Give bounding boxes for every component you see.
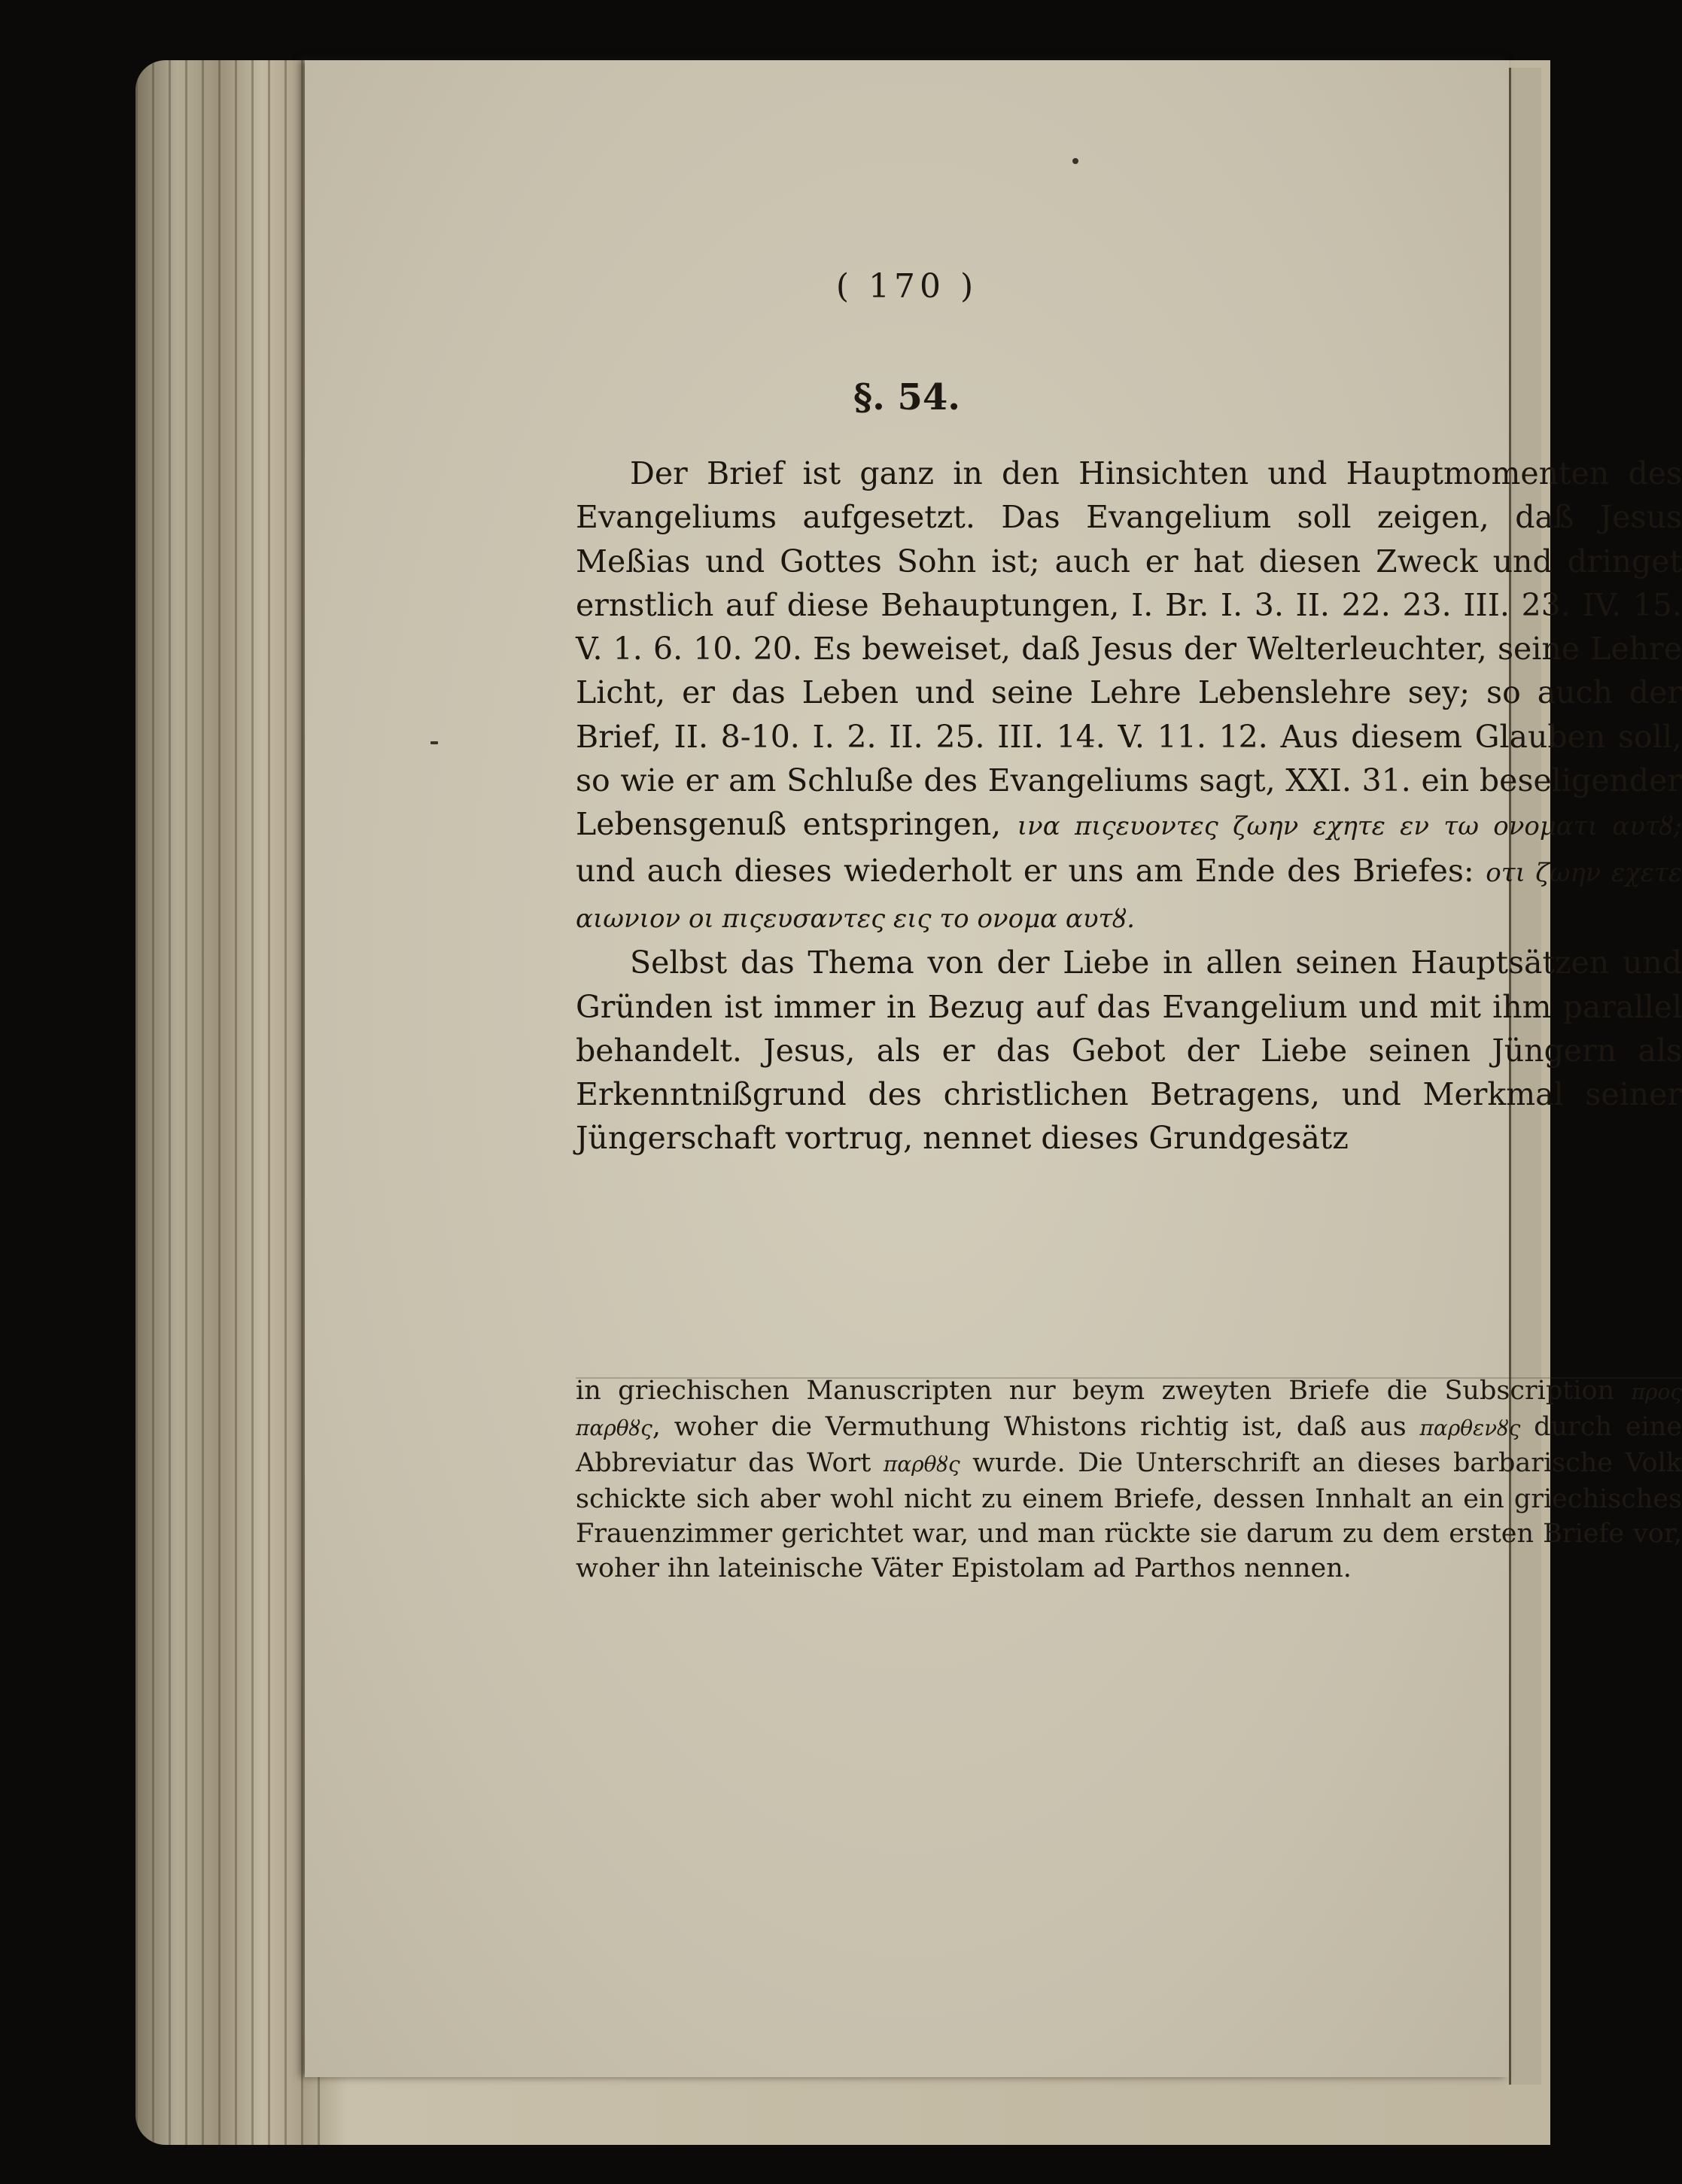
- footnote: [576, 1373, 1682, 1586]
- section-heading: §. 54.: [853, 376, 961, 418]
- text-run: und auch dieses wiederholt er uns am Ende des Briefes:: [576, 852, 1486, 889]
- text-run: , woher die Vermuthung Whistons richtig ist, daß aus: [652, 1412, 1420, 1442]
- greek-quote: οτι ζωην εχετε αιωνιον οι πιςευσαντες εις το ονομα αυτȣ.: [576, 857, 1682, 934]
- text-run: wurde. Die Unterschrift an dieses barbarische Volk schickte sich aber wohl nicht zu einem Briefe, dessen Innhalt an ein griechisches Frauenzimmer gerichtet war, und man rückte sie darum zu dem ersten Briefe vor, woher ihn lateinische Väter Epistolam ad Parthos nennen.: [576, 1448, 1682, 1583]
- paragraph-2: Selbst das Thema von der Liebe in allen seinen Hauptsätzen und Gründen ist immer in Bezug auf das Evangelium und mit ihm parallel behandelt. Jesus, als er das Gebot der Liebe seinen Jüngern als Erkenntnißgrund des christlichen Betragens, und Merkmal seiner Jüngerschaft vortrug, nennet dieses Grundgesätz: [576, 944, 1682, 1157]
- text-run: durch eine Abbreviatur das Wort: [576, 1412, 1682, 1478]
- greek-quote: ινα πιςευοντες ζωην εχητε εν τω ονοματι αυτȣ;: [1017, 811, 1682, 842]
- greek-quote: προς παρθȣς: [576, 1379, 1682, 1440]
- text-run: in griechischen Manuscripten nur beym zweyten Briefe die Subscription: [576, 1376, 1632, 1406]
- text-run: Der Brief ist ganz in den Hinsichten und Hauptmomenten des Evangeliums aufgesetzt. Das Evangelium soll zeigen, daß Jesus Meßias und Gottes Sohn ist; auch er hat diesen Zweck und dringet ernstlich auf diese Behauptungen, I. Br. I. 3. II. 22. 23. III. 23. IV. 15. V. 1. 6. 10. 20. Es beweiset, daß Jesus der Welterleuchter, seine Lehre Licht, er das Leben und seine Lehre Lebenslehre sey; so auch der Brief, II. 8-10. I. 2. II. 25. III. 14. V. 11. 12. Aus diesem Glauben soll, so wie er am Schluße des Evangeliums sagt, XXI. 31. ein beseligender Lebensgenuß entspringen,: [576, 455, 1682, 843]
- greek-quote: παρθȣς: [883, 1452, 960, 1477]
- page-content: [305, 60, 1682, 2077]
- greek-quote: παρθενȣς: [1419, 1416, 1521, 1440]
- paragraph-1: [576, 452, 1682, 941]
- ink-speck: [430, 741, 438, 744]
- page-number: ( 170 ): [835, 267, 978, 306]
- main-text: [576, 452, 1682, 1160]
- ink-speck: [1072, 158, 1078, 164]
